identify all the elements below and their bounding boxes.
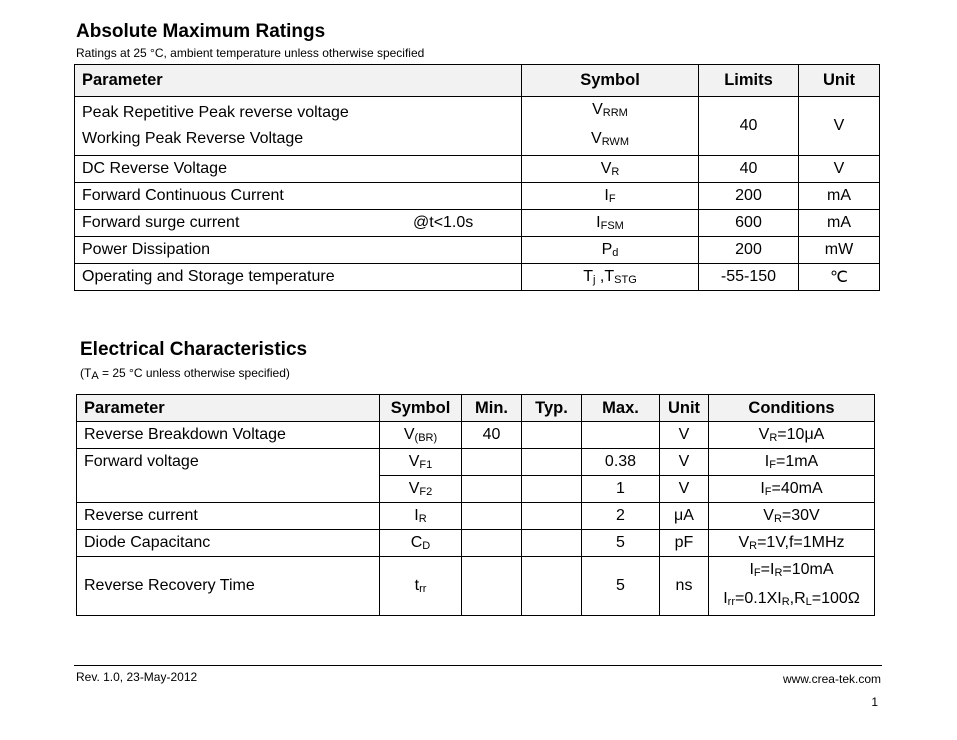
cond-line-1 [709, 557, 874, 586]
cond-text: =1mA [775, 453, 819, 470]
symbol-text: I [604, 187, 609, 204]
symbol-subscript: rr [419, 583, 427, 595]
symbol-text-2: ,T [595, 268, 615, 285]
cond-subscript: R [781, 596, 790, 608]
symbol-subscript: FSM [600, 220, 624, 232]
symbol-subscript: F [608, 193, 616, 205]
table-row [77, 530, 875, 557]
symbol-cell [380, 530, 462, 557]
table-row [75, 210, 880, 237]
min-cell [462, 476, 522, 503]
cond-text: =10mA [782, 561, 834, 578]
cond-subscript: F [764, 486, 772, 498]
elec-title: Electrical Characteristics [80, 339, 308, 360]
elec-header-unit: Unit [660, 395, 709, 422]
unit-cell: mW [799, 237, 880, 264]
abs-header-symbol: Symbol [522, 65, 699, 97]
symbol-text: V [592, 101, 603, 118]
param-cell: Operating and Storage temperature [75, 264, 522, 291]
symbol-subscript: d [612, 247, 619, 259]
typ-cell [522, 476, 582, 503]
unit-cell: ns [660, 557, 709, 616]
cond-line-2 [709, 586, 874, 615]
cond-text: =0.1XI [735, 590, 782, 607]
cond-subscript: F [769, 459, 776, 471]
param-cell: Reverse Recovery Time [77, 557, 380, 616]
symbol-cell [522, 237, 699, 264]
min-cell: 40 [462, 422, 522, 449]
min-cell [462, 557, 522, 616]
unit-cell: V [660, 449, 709, 476]
typ-cell [522, 422, 582, 449]
max-cell: 1 [582, 476, 660, 503]
elec-header-min: Min. [462, 395, 522, 422]
symbol-text: V [403, 426, 415, 443]
elec-header-conditions: Conditions [709, 395, 875, 422]
table-row [75, 97, 880, 156]
symbol-cell [380, 476, 462, 503]
table-row [77, 449, 875, 476]
param-cell: Reverse current [77, 503, 380, 530]
limit-cell: 40 [699, 156, 799, 183]
cond-text: =40mA [771, 480, 823, 497]
cond-text: V [758, 426, 770, 443]
symbol-cell [522, 210, 699, 237]
symbol-subscript: F1 [419, 459, 433, 471]
symbol-subscript: RRM [602, 107, 628, 119]
max-cell: 2 [582, 503, 660, 530]
typ-cell [522, 449, 582, 476]
table-row [75, 156, 880, 183]
param-cell [75, 210, 522, 237]
abs-header-unit: Unit [799, 65, 880, 97]
typ-cell [522, 530, 582, 557]
abs-subtitle: Ratings at 25 °C, ambient temperature unless otherwise specified [76, 46, 425, 60]
max-cell: 5 [582, 530, 660, 557]
cond-subscript: R [773, 513, 782, 525]
symbol-subscript: (BR) [414, 432, 438, 444]
symbol-cell [522, 183, 699, 210]
electrical-table [76, 394, 875, 616]
symbol-cell [380, 503, 462, 530]
table-row [77, 503, 875, 530]
elec-header-parameter: Parameter [77, 395, 380, 422]
param-cell: Forward Continuous Current [75, 183, 522, 210]
unit-cell: pF [660, 530, 709, 557]
table-row [77, 422, 875, 449]
cond-text: =1V,f=1MHz [757, 534, 845, 551]
cond-subscript: L [805, 596, 812, 608]
param-cell: Diode Capacitanc [77, 530, 380, 557]
conditions-cell [709, 503, 875, 530]
symbol-text: V [600, 160, 612, 177]
cond-text: =100Ω [811, 590, 860, 607]
conditions-cell [709, 422, 875, 449]
symbol-text: P [601, 241, 613, 258]
max-cell [582, 422, 660, 449]
symbol-subscript: j [593, 274, 596, 286]
unit-cell: mA [799, 210, 880, 237]
cond-text: =I [760, 561, 775, 578]
elec-header-max: Max. [582, 395, 660, 422]
param-text: Forward surge current [82, 214, 240, 231]
max-cell: 0.38 [582, 449, 660, 476]
cond-text: =30V [781, 507, 820, 524]
footer-divider [74, 665, 882, 666]
unit-cell: V [799, 156, 880, 183]
cond-subscript: R [774, 567, 783, 579]
elec-header-row [77, 395, 875, 422]
limit-cell: -55-150 [699, 264, 799, 291]
abs-header-parameter: Parameter [75, 65, 522, 97]
table-row [75, 264, 880, 291]
max-cell: 5 [582, 557, 660, 616]
cond-text: V [738, 534, 750, 551]
symbol-text: I [414, 507, 419, 524]
symbol-cell [522, 156, 699, 183]
symbol-subscript-2: RWM [601, 136, 629, 148]
symbol-text-2: V [591, 130, 602, 147]
table-row [75, 237, 880, 264]
unit-cell: ℃ [799, 264, 880, 291]
elec-header-symbol: Symbol [380, 395, 462, 422]
limit-cell: 200 [699, 183, 799, 210]
symbol-subscript-2: STG [614, 274, 637, 286]
cond-text: ,R [789, 590, 806, 607]
cond-text: =10μA [777, 426, 825, 443]
min-cell [462, 449, 522, 476]
conditions-cell [709, 530, 875, 557]
cond-text: I [760, 480, 765, 497]
elec-subtitle [80, 366, 290, 382]
symbol-cell [522, 264, 699, 291]
cond-text: V [763, 507, 774, 524]
symbol-text: V [408, 453, 420, 470]
symbol-subscript: F2 [419, 486, 433, 498]
unit-cell: μA [660, 503, 709, 530]
abs-max-table [74, 64, 880, 291]
symbol-text: V [408, 480, 420, 497]
footer-page-number: 1 [871, 695, 878, 709]
conditions-cell [709, 449, 875, 476]
limit-cell: 40 [699, 97, 799, 156]
elec-subtitle-post: = 25 °C unless otherwise specified) [98, 366, 290, 380]
typ-cell [522, 557, 582, 616]
limit-cell: 200 [699, 237, 799, 264]
param-cell: Reverse Breakdown Voltage [77, 422, 380, 449]
elec-subtitle-pre: (T [80, 366, 92, 380]
elec-header-typ: Typ. [522, 395, 582, 422]
conditions-cell [709, 476, 875, 503]
unit-cell: mA [799, 183, 880, 210]
unit-cell: V [660, 476, 709, 503]
param-text-2: Working Peak Reverse Voltage [82, 130, 304, 147]
elec-subtitle-sub: A [91, 370, 99, 382]
conditions-cell [709, 557, 875, 616]
param-cell: DC Reverse Voltage [75, 156, 522, 183]
abs-header-limits: Limits [699, 65, 799, 97]
symbol-cell [380, 557, 462, 616]
symbol-subscript: R [418, 513, 427, 525]
param-cell: Power Dissipation [75, 237, 522, 264]
cond-subscript: rr [727, 596, 735, 608]
symbol-cell [380, 449, 462, 476]
cond-subscript: F [753, 567, 761, 579]
abs-header-row [75, 65, 880, 97]
symbol-text: T [583, 268, 594, 285]
cond-subscript: R [769, 432, 778, 444]
cond-text: I [723, 590, 728, 607]
cond-subscript: R [749, 540, 758, 552]
footer-url: www.crea-tek.com [782, 672, 881, 686]
unit-cell: V [799, 97, 880, 156]
min-cell [462, 503, 522, 530]
footer-revision: Rev. 1.0, 23-May-2012 [76, 670, 198, 684]
symbol-cell [380, 422, 462, 449]
symbol-subscript: D [422, 540, 431, 552]
param-condition: @t<1.0s [413, 214, 474, 231]
typ-cell [522, 503, 582, 530]
table-row [77, 557, 875, 616]
min-cell [462, 530, 522, 557]
symbol-text: C [410, 534, 423, 551]
param-cell: Forward voltage [77, 449, 380, 503]
unit-cell: V [660, 422, 709, 449]
symbol-cell [522, 97, 699, 156]
symbol-subscript: R [611, 166, 620, 178]
limit-cell: 600 [699, 210, 799, 237]
symbol-text: I [596, 214, 601, 231]
param-text: Peak Repetitive Peak reverse voltage [82, 104, 349, 121]
param-cell [75, 97, 522, 156]
cond-text: I [764, 453, 770, 470]
symbol-text: t [414, 577, 420, 594]
abs-title: Absolute Maximum Ratings [76, 21, 326, 42]
cond-text: I [749, 561, 754, 578]
table-row [75, 183, 880, 210]
